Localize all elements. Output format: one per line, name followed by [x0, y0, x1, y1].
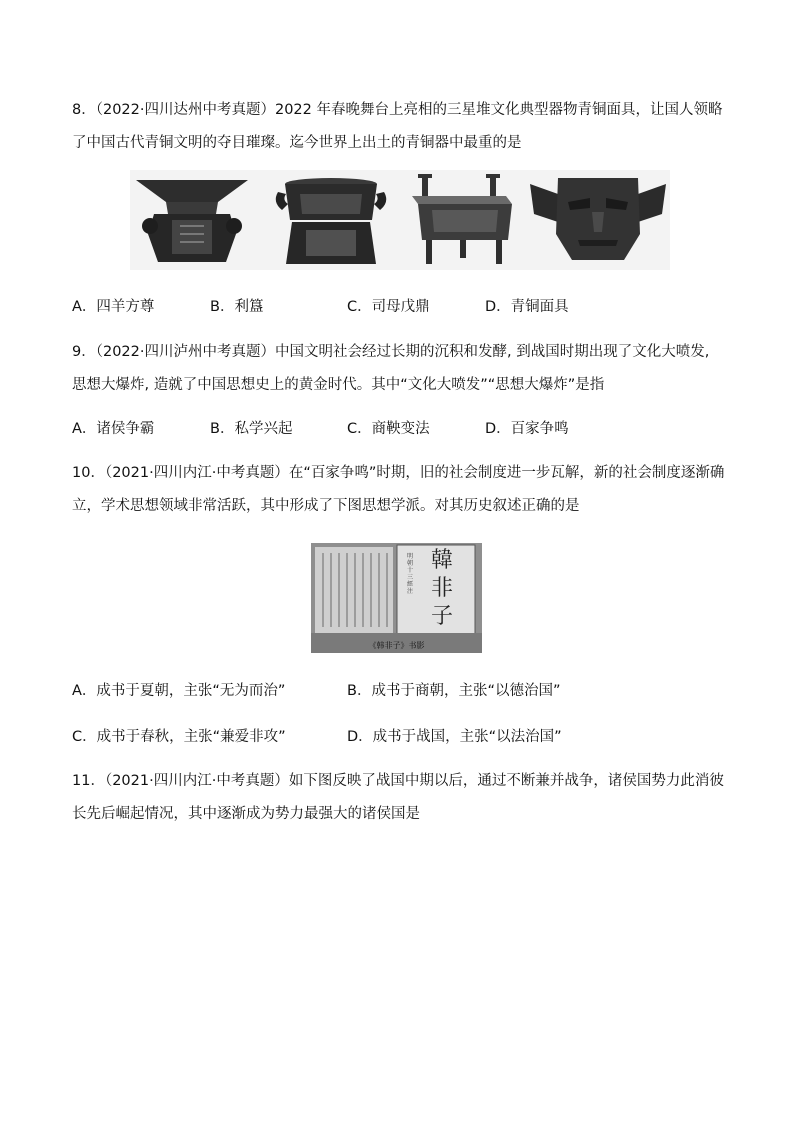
q8-option-b[interactable]: B．利簋 — [210, 299, 264, 315]
bronze-mask-image — [528, 174, 668, 266]
q8-stem-line1: 8．（2022·四川达州中考真题）2022 年春晚舞台上亮相的三星堆文化典型器物青铜面具，让国人领略 — [72, 102, 723, 118]
q9-option-c[interactable]: C．商鞅变法 — [347, 421, 430, 437]
q8-option-d[interactable]: D．青铜面具 — [485, 299, 569, 315]
q10-option-c[interactable]: C．成书于春秋，主张“兼爱非攻” — [72, 729, 286, 745]
book-side-text: 明朝十三經注 — [407, 553, 414, 595]
q10-option-a[interactable]: A．成书于夏朝，主张“无为而治” — [72, 683, 286, 699]
q8-option-c[interactable]: C．司母戊鼎 — [347, 299, 430, 315]
q10-option-d[interactable]: D．成书于战国，主张“以法治国” — [347, 729, 562, 745]
four-ram-zun-image — [132, 174, 252, 266]
q9-stem-line2: 思想大爆炸, 造就了中国思想史上的黄金时代。其中“文化大喷发”“思想大爆炸”是指 — [72, 377, 605, 393]
book-caption: 《韩非子》书影 — [368, 641, 425, 650]
book-pages-drawing — [311, 543, 482, 653]
q9-stem-line1: 9．（2022·四川泸州中考真题）中国文明社会经过长期的沉积和发酵, 到战国时期出现了文化大喷发, — [72, 344, 710, 360]
li-gui-image — [272, 174, 390, 266]
q9-option-a[interactable]: A．诸侯争霸 — [72, 421, 155, 437]
q8-bronze-images — [130, 170, 670, 270]
q10-stem-line1: 10．（2021·四川内江·中考真题）在“百家争鸣”时期，旧的社会制度进一步瓦解，新的社会制度逐渐确 — [72, 465, 725, 481]
q9-option-b[interactable]: B．私学兴起 — [210, 421, 293, 437]
q10-stem-line2: 立，学术思想领域非常活跃，其中形成了下图思想学派。对其历史叙述正确的是 — [72, 498, 580, 514]
book-cover-title: 韓非子 — [430, 548, 453, 629]
q11-stem-line1: 11．（2021·四川内江·中考真题）如下图反映了战国中期以后，通过不断兼并战争，诸侯国势力此消彼 — [72, 773, 724, 789]
hanfeizi-book-image — [311, 543, 482, 653]
q10-option-b[interactable]: B．成书于商朝，主张“以德治国” — [347, 683, 561, 699]
q8-option-a[interactable]: A．四羊方尊 — [72, 299, 155, 315]
simuwu-ding-image — [408, 174, 518, 266]
q9-option-d[interactable]: D．百家争鸣 — [485, 421, 569, 437]
q8-stem-line2: 了中国古代青铜文明的夺目璀璨。迄今世界上出土的青铜器中最重的是 — [72, 135, 522, 151]
q11-stem-line2: 长先后崛起情况，其中逐渐成为势力最强大的诸侯国是 — [72, 806, 420, 822]
